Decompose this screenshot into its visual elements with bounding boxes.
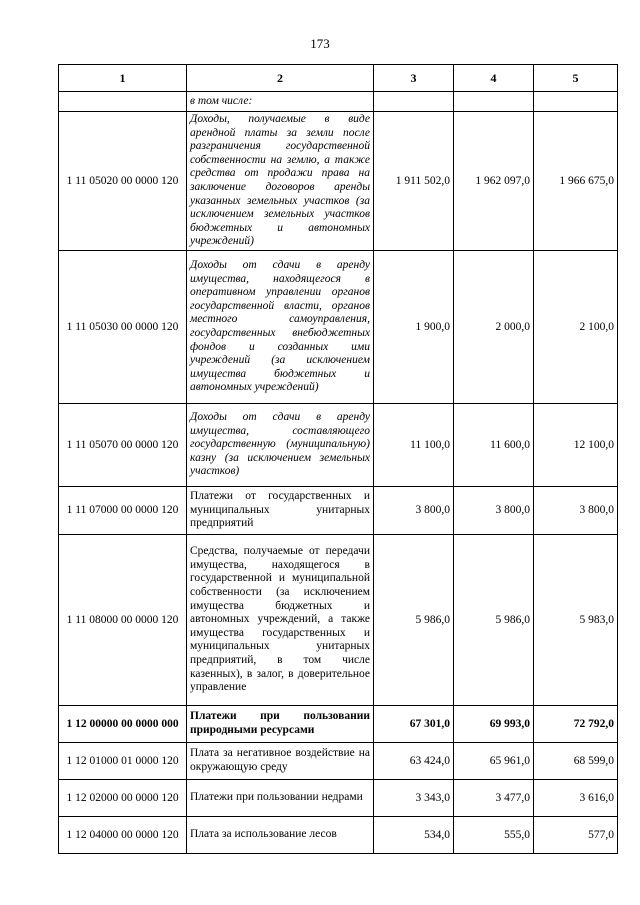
column-header-1: 1 [59,65,187,92]
row-name: Платежи от государственных и муниципальных унитарных предприятий [187,486,374,534]
row-value-year-1: 1 911 502,0 [374,112,454,251]
row-value-year-3: 72 792,0 [534,705,618,742]
row-value-year-2: 3 477,0 [454,779,534,816]
row-code: 1 12 01000 01 0000 120 [59,742,187,779]
row-value-year-3: 5 983,0 [534,534,618,705]
table-row [59,779,618,816]
row-value-year-2: 2 000,0 [454,250,534,403]
table-row-section-total [59,705,618,742]
row-code: 1 11 07000 00 0000 120 [59,486,187,534]
row-value-year-1: 534,0 [374,816,454,853]
row-value-year-3: 577,0 [534,816,618,853]
row-code: 1 12 04000 00 0000 120 [59,816,187,853]
row-value-year-2: 5 986,0 [454,534,534,705]
row-code: 1 12 00000 00 0000 000 [59,705,187,742]
row-value-year-2: 65 961,0 [454,742,534,779]
table-header-row [59,65,618,92]
row-name: Средства, получаемые от передачи имущества, находящегося в государственной и муниципальной собственности (за исключением имущества бюджетных и автономных учреждений, а также имущества государственных и муниципальных унитарных предприятий, в том числе казенных), в залог, в доверительное управление [187,534,374,705]
row-name: Платежи при пользовании природными ресурсами [187,705,374,742]
row-value-year-3: 12 100,0 [534,403,618,486]
row-value-year-2: 555,0 [454,816,534,853]
row-value-year-3: 1 966 675,0 [534,112,618,251]
table-row-including [59,92,618,112]
table-row [59,742,618,779]
row-code: 1 12 02000 00 0000 120 [59,779,187,816]
budget-revenue-table [58,64,618,854]
row-name: Плата за негативное воздействие на окружающую среду [187,742,374,779]
column-header-2: 2 [187,65,374,92]
including-label: в том числе: [187,92,374,112]
row-value-year-2: 11 600,0 [454,403,534,486]
row-value-year-3: 2 100,0 [534,250,618,403]
table-row [59,816,618,853]
row-code: 1 11 05020 00 0000 120 [59,112,187,251]
row-value-year-2: 3 800,0 [454,486,534,534]
row-value-year-3: 68 599,0 [534,742,618,779]
row-value-year-1: 3 800,0 [374,486,454,534]
row-value-year-1: 67 301,0 [374,705,454,742]
row-name: Доходы, получаемые в виде арендной платы за земли после разграничения государственной собственности на землю, а также средства от продажи права на заключение договоров аренды указанных земельных участков (за исключением земельных участков бюджетных и автономных учреждений) [187,112,374,251]
row-name: Платежи при пользовании недрами [187,779,374,816]
table-row [59,486,618,534]
table-row [59,403,618,486]
column-header-5: 5 [534,65,618,92]
column-header-3: 3 [374,65,454,92]
table-row [59,250,618,403]
table-row [59,112,618,251]
row-value-year-2: 69 993,0 [454,705,534,742]
table-row [59,534,618,705]
row-code: 1 11 08000 00 0000 120 [59,534,187,705]
row-code: 1 11 05030 00 0000 120 [59,250,187,403]
row-value-year-3: 3 800,0 [534,486,618,534]
row-value-year-1: 1 900,0 [374,250,454,403]
row-value-year-1: 11 100,0 [374,403,454,486]
row-value-year-1: 5 986,0 [374,534,454,705]
row-name: Плата за использование лесов [187,816,374,853]
row-value-year-1: 3 343,0 [374,779,454,816]
page-number: 173 [310,36,330,51]
row-value-year-2: 1 962 097,0 [454,112,534,251]
column-header-4: 4 [454,65,534,92]
row-name: Доходы от сдачи в аренду имущества, находящегося в оперативном управлении органов государственной власти, органов местного самоуправления, государственных внебюджетных фондов и созданных ими учреждений (за исключением имущества бюджетных и автономных учреждений) [187,250,374,403]
row-name: Доходы от сдачи в аренду имущества, составляющего государственную (муниципальную) казну (за исключением земельных участков) [187,403,374,486]
row-code: 1 11 05070 00 0000 120 [59,403,187,486]
row-value-year-3: 3 616,0 [534,779,618,816]
row-value-year-1: 63 424,0 [374,742,454,779]
